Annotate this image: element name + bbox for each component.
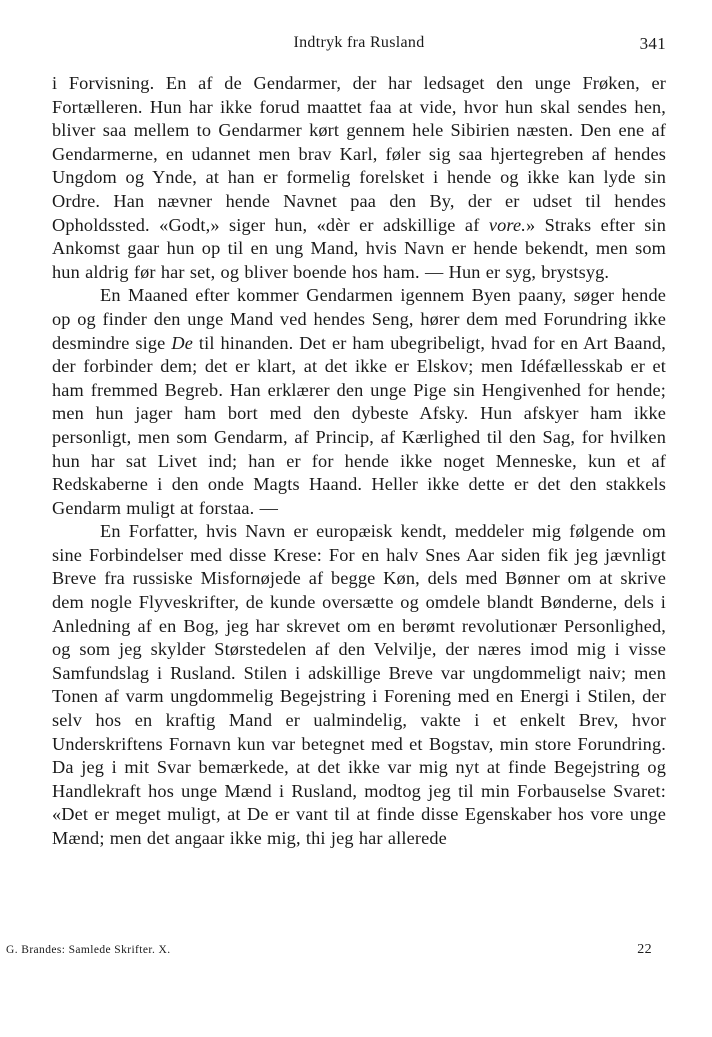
paragraph-3-text: En Forfatter, hvis Navn er europæisk kendt, meddeler mig følgende om sine Forbindelser med disse Krese: For en halv Snes Aar siden fik jeg jævnligt Breve fra russiske Misfornøjede af begge Køn, dels med Bønner om at skrive dem nogle Flyveskrifter, de kunde oversætte og omdele blandt Bønderne, dels i Anledning af en Bog, jeg har skrevet om en berømt revolutionær Personlighed, og som jeg skylder Størstedelen af den Velvilje, der næres imod mig i visse Samfundslag i Rusland. Stilen i adskillige Breve var ungdommeligt naiv; men Tonen af varm ungdommelig Begejstring i Forening med en Energi i Stilen, der selv hos en kraftig Mand er ualmindelig, vakte i et enkelt Brev, hvor Underskriftens Fornavn kun var betegnet med et Bogstav, min store Forundring. Da jeg i mit Svar bemærkede, at det ikke var mig nyt at finde Begejstring og Handlekraft hos unge Mænd i Rusland, modtog jeg til min Forbauselse Svaret: «Det er meget muligt, at De er vant til at finde disse Egenskaber hos vore unge Mænd; men det angaar ikke mig, thi jeg har allerede bbox=[52, 521, 666, 848]
book-page bbox=[52, 30, 666, 851]
paragraph-2-text-b: til hinanden. Det er ham ubegribeligt, hvad for en Art Baand, der forbinder dem; det er klart, at det ikke er Elskov; men Idéfællesskab er et ham fremmed Begreb. Han erklærer den unge Pige sin Hengivenhed for hende; men hun jager ham bort med den dybeste Afsky. Hun afskyer ham ikke personligt, men som Gendarm, af Princip, af Kærlighed til den Sag, for hvilken hun har sat Livet ind; han er for hende ikke noget Menneske, kun et af Redskaberne i den onde Magts Haand. Heller ikke dette er det den stakkels Gendarm muligt at forstaa. — bbox=[52, 332, 666, 518]
paragraph-2-italic-de: De bbox=[171, 332, 193, 353]
running-title: Indtryk fra Rusland bbox=[293, 34, 425, 51]
paragraph-3 bbox=[52, 520, 666, 850]
paragraph-1-text-a: i Forvisning. En af de Gendarmer, der har ledsaget den unge Frøken, er Fortælleren. Hun har ikke forud maattet faa at vide, hvor hun skal sendes hen, bliver saa mellem to Gendarmer kørt gennem hele Sibirien næsten. Den ene af Gendarmerne, en udannet men brav Karl, føler sig saa hjertegreben af hendes Ungdom og Ynde, at han er formelig forelsket i hende og ikke kan lyde sin Ordre. Han nævner hende Navnet paa den By, der er udset til hendes Opholdssted. «Godt,» siger hun, «dèr er adskillige af bbox=[52, 73, 666, 235]
body-text bbox=[52, 72, 666, 851]
page-number: 341 bbox=[639, 34, 666, 53]
paragraph-1 bbox=[52, 72, 666, 284]
paragraph-2 bbox=[52, 284, 666, 520]
paragraph-1-italic-vore: vore. bbox=[488, 214, 526, 235]
running-head bbox=[52, 30, 666, 60]
signature-note: G. Brandes: Samlede Skrifter. X. bbox=[6, 944, 171, 956]
paragraph-2-text-a: En Maaned efter kommer Gendarmen igennem Byen paany, søger hende op og finder den unge Mand ved hendes Seng, hører dem med Forundring ikke desmindre sige bbox=[52, 285, 666, 353]
paragraph-1-text-b: » Straks efter sin Ankomst gaar hun op til en ung Mand, hvis Navn er hende bekendt, men som hun aldrig før har set, og bliver boende hos ham. — Hun er syg, brystsyg. bbox=[52, 214, 666, 282]
sheet-mark: 22 bbox=[637, 942, 652, 957]
